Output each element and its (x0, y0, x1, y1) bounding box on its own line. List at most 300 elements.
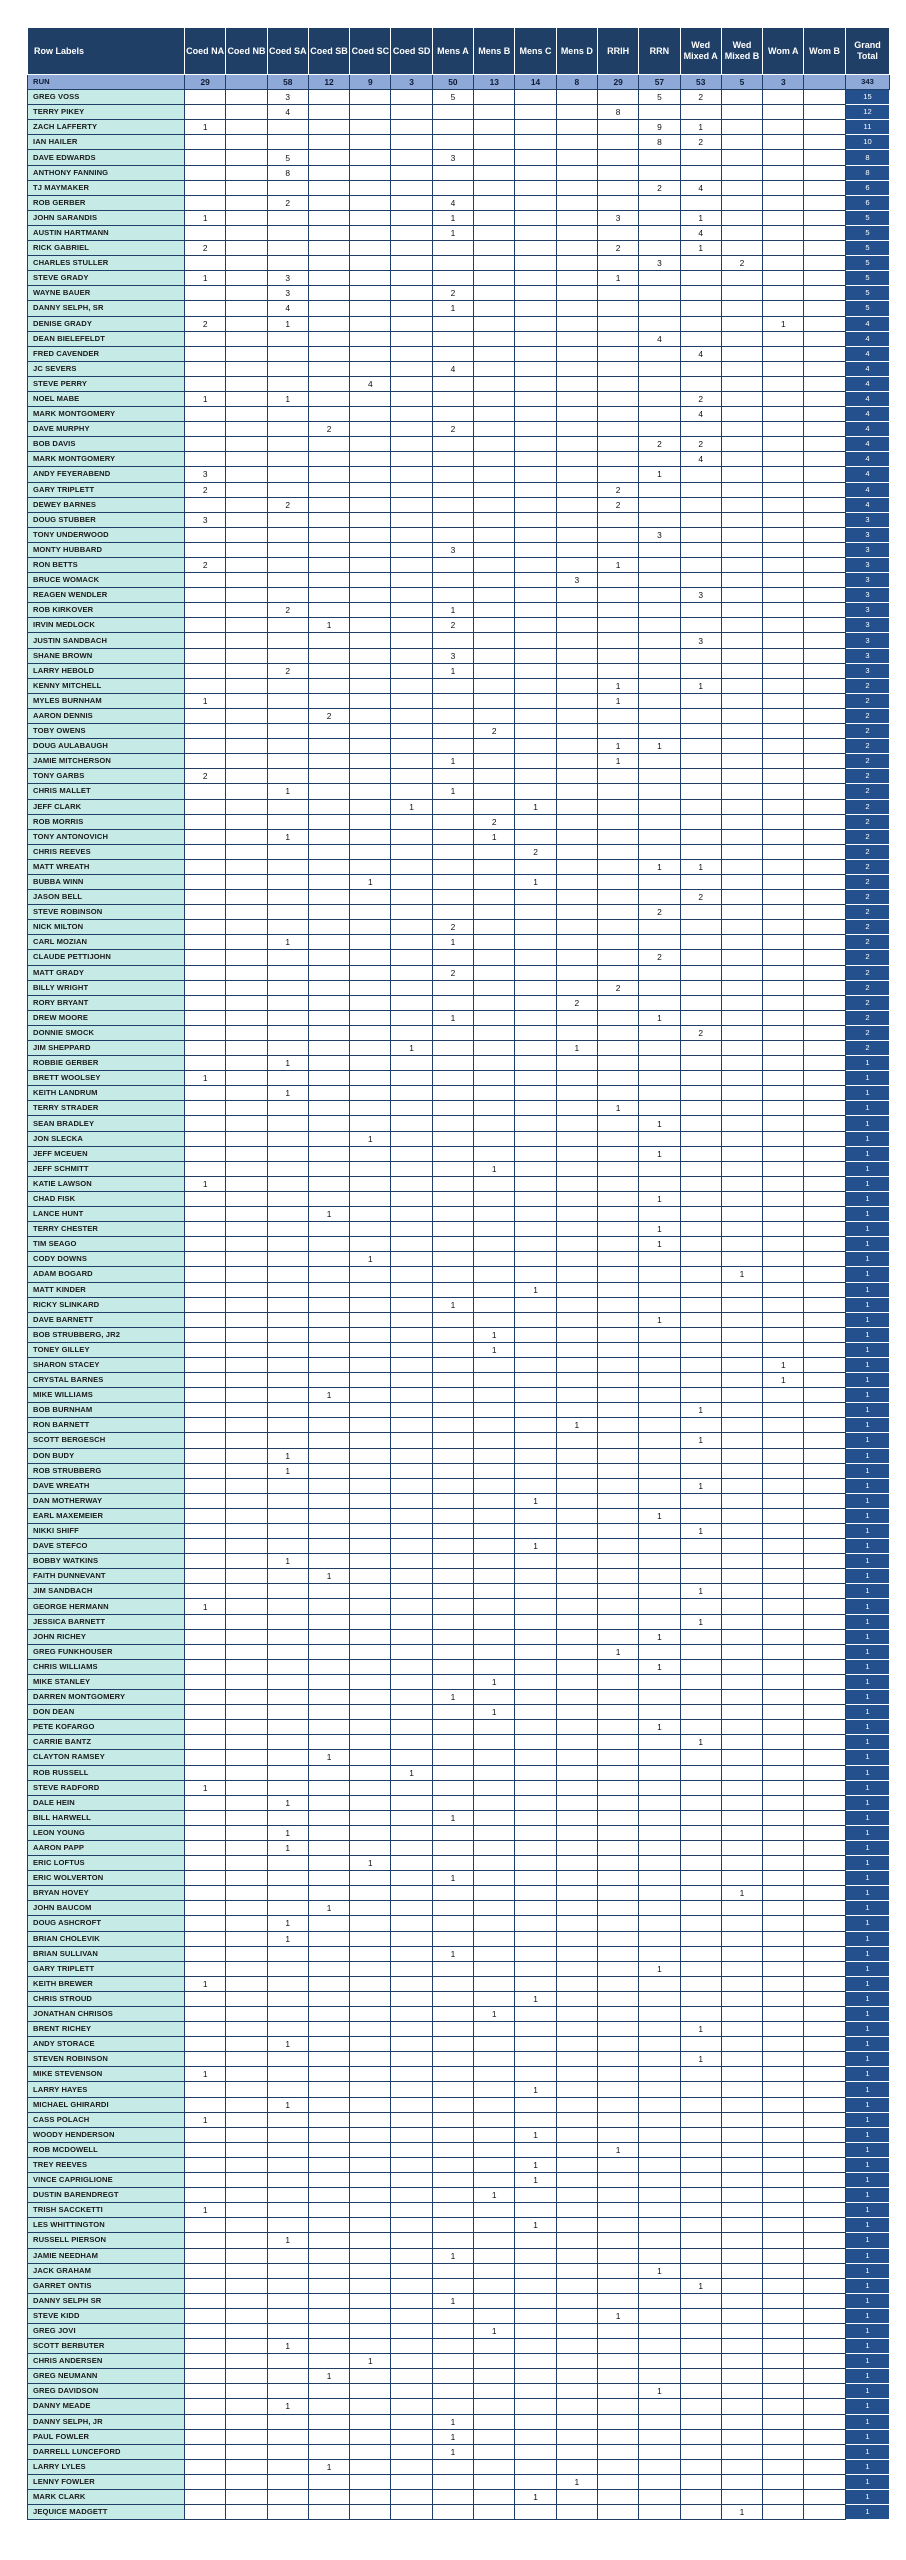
value-cell[interactable] (680, 1463, 721, 1478)
value-cell[interactable] (391, 1705, 432, 1720)
value-cell[interactable] (804, 558, 845, 573)
value-cell[interactable] (432, 1569, 473, 1584)
value-cell[interactable] (804, 2354, 845, 2369)
grand-total-cell[interactable]: 2 (845, 1025, 890, 1040)
value-cell[interactable] (474, 980, 515, 995)
value-cell[interactable] (680, 1041, 721, 1056)
value-cell[interactable] (680, 558, 721, 573)
value-cell[interactable] (432, 1750, 473, 1765)
value-cell[interactable] (350, 739, 391, 754)
value-cell[interactable] (639, 1871, 680, 1886)
value-cell[interactable]: 1 (639, 739, 680, 754)
row-label-cell[interactable]: BOB BURNHAM (28, 1403, 185, 1418)
value-cell[interactable] (804, 1856, 845, 1871)
value-cell[interactable] (721, 1614, 762, 1629)
value-cell[interactable]: 1 (432, 784, 473, 799)
row-label-cell[interactable]: CLAUDE PETTIJOHN (28, 950, 185, 965)
value-cell[interactable] (350, 1282, 391, 1297)
value-cell[interactable] (185, 105, 226, 120)
value-cell[interactable]: 1 (597, 2308, 638, 2323)
value-cell[interactable] (308, 105, 349, 120)
value-cell[interactable] (639, 1674, 680, 1689)
row-label-cell[interactable]: RICKY SLINKARD (28, 1297, 185, 1312)
value-cell[interactable] (350, 2323, 391, 2338)
value-cell[interactable] (680, 1886, 721, 1901)
value-cell[interactable] (308, 2384, 349, 2399)
value-cell[interactable] (474, 1418, 515, 1433)
value-cell[interactable] (474, 1629, 515, 1644)
grand-total-cell[interactable]: 5 (845, 225, 890, 240)
value-cell[interactable] (804, 724, 845, 739)
value-cell[interactable] (763, 361, 804, 376)
value-cell[interactable] (391, 542, 432, 557)
value-cell[interactable] (185, 708, 226, 723)
value-cell[interactable] (474, 180, 515, 195)
value-cell[interactable] (515, 1946, 556, 1961)
value-cell[interactable] (556, 1750, 597, 1765)
value-cell[interactable] (267, 633, 308, 648)
value-cell[interactable] (804, 2414, 845, 2429)
value-cell[interactable] (474, 1931, 515, 1946)
value-cell[interactable] (308, 210, 349, 225)
grand-total-cell[interactable]: 2 (845, 844, 890, 859)
value-cell[interactable] (267, 1976, 308, 1991)
value-cell[interactable] (680, 2127, 721, 2142)
value-cell[interactable] (185, 150, 226, 165)
value-cell[interactable] (185, 376, 226, 391)
value-cell[interactable] (308, 467, 349, 482)
value-cell[interactable] (680, 2293, 721, 2308)
value-cell[interactable] (308, 965, 349, 980)
grand-total-cell[interactable]: 2 (845, 950, 890, 965)
value-cell[interactable] (804, 512, 845, 527)
value-cell[interactable] (267, 995, 308, 1010)
grand-total-cell[interactable]: 1 (845, 1901, 890, 1916)
value-cell[interactable] (597, 452, 638, 467)
value-cell[interactable] (639, 995, 680, 1010)
value-cell[interactable] (804, 1433, 845, 1448)
value-cell[interactable] (804, 678, 845, 693)
value-cell[interactable] (763, 2157, 804, 2172)
value-cell[interactable] (267, 874, 308, 889)
grand-total-cell[interactable]: 1 (845, 1524, 890, 1539)
value-cell[interactable] (721, 2369, 762, 2384)
value-cell[interactable] (763, 2399, 804, 2414)
value-cell[interactable] (597, 391, 638, 406)
value-cell[interactable] (556, 195, 597, 210)
value-cell[interactable] (391, 618, 432, 633)
value-cell[interactable] (763, 588, 804, 603)
value-cell[interactable] (556, 920, 597, 935)
value-cell[interactable] (350, 1584, 391, 1599)
value-cell[interactable] (350, 225, 391, 240)
value-cell[interactable] (226, 2278, 267, 2293)
value-cell[interactable] (515, 1886, 556, 1901)
value-cell[interactable] (226, 407, 267, 422)
value-cell[interactable] (680, 2474, 721, 2489)
row-label-cell[interactable]: SEAN BRADLEY (28, 1116, 185, 1131)
value-cell[interactable] (350, 1327, 391, 1342)
value-cell[interactable] (226, 1614, 267, 1629)
value-cell[interactable] (721, 995, 762, 1010)
value-cell[interactable]: 1 (597, 558, 638, 573)
value-cell[interactable] (391, 1735, 432, 1750)
value-cell[interactable] (639, 799, 680, 814)
value-cell[interactable] (350, 1493, 391, 1508)
value-cell[interactable] (680, 829, 721, 844)
value-cell[interactable] (308, 1886, 349, 1901)
value-cell[interactable] (804, 1101, 845, 1116)
value-cell[interactable] (763, 437, 804, 452)
value-cell[interactable] (556, 1116, 597, 1131)
value-cell[interactable] (185, 1856, 226, 1871)
value-cell[interactable] (639, 754, 680, 769)
value-cell[interactable] (391, 1493, 432, 1508)
value-cell[interactable] (804, 2173, 845, 2188)
grand-total-cell[interactable]: 4 (845, 452, 890, 467)
value-cell[interactable] (639, 1041, 680, 1056)
value-cell[interactable] (350, 1448, 391, 1463)
value-cell[interactable]: 1 (639, 1629, 680, 1644)
value-cell[interactable] (597, 316, 638, 331)
value-cell[interactable] (185, 1041, 226, 1056)
grand-total-cell[interactable]: 3 (845, 558, 890, 573)
value-cell[interactable]: 3 (185, 512, 226, 527)
value-cell[interactable] (597, 2263, 638, 2278)
value-cell[interactable] (474, 1780, 515, 1795)
value-cell[interactable] (763, 1327, 804, 1342)
value-cell[interactable] (350, 1659, 391, 1674)
grand-total-cell[interactable]: 1 (845, 2490, 890, 2505)
value-cell[interactable] (391, 271, 432, 286)
value-cell[interactable] (804, 1207, 845, 1222)
value-cell[interactable] (185, 1946, 226, 1961)
value-cell[interactable] (474, 1191, 515, 1206)
value-cell[interactable] (597, 1599, 638, 1614)
value-cell[interactable] (597, 2293, 638, 2308)
value-cell[interactable] (556, 1931, 597, 1946)
value-cell[interactable] (763, 1418, 804, 1433)
value-cell[interactable] (308, 271, 349, 286)
value-cell[interactable]: 1 (391, 1041, 432, 1056)
value-cell[interactable] (721, 391, 762, 406)
value-cell[interactable] (308, 844, 349, 859)
value-cell[interactable] (721, 180, 762, 195)
value-cell[interactable] (680, 1780, 721, 1795)
value-cell[interactable] (639, 1856, 680, 1871)
value-cell[interactable] (226, 2293, 267, 2308)
row-label-cell[interactable]: MATT WREATH (28, 859, 185, 874)
value-cell[interactable] (308, 346, 349, 361)
value-cell[interactable] (763, 165, 804, 180)
value-cell[interactable] (308, 2490, 349, 2505)
value-cell[interactable] (597, 1025, 638, 1040)
value-cell[interactable] (639, 2037, 680, 2052)
value-cell[interactable] (391, 2414, 432, 2429)
value-cell[interactable]: 2 (639, 905, 680, 920)
value-cell[interactable] (804, 2157, 845, 2172)
row-label-cell[interactable]: KEITH LANDRUM (28, 1086, 185, 1101)
value-cell[interactable] (308, 2067, 349, 2082)
value-cell[interactable] (763, 1825, 804, 1840)
value-cell[interactable] (639, 693, 680, 708)
value-cell[interactable] (391, 2323, 432, 2338)
value-cell[interactable] (226, 241, 267, 256)
value-cell[interactable] (350, 2173, 391, 2188)
row-label-cell[interactable]: JAMIE NEEDHAM (28, 2248, 185, 2263)
value-cell[interactable] (226, 391, 267, 406)
value-cell[interactable] (474, 693, 515, 708)
value-cell[interactable] (515, 2444, 556, 2459)
value-cell[interactable] (308, 678, 349, 693)
grand-total-cell[interactable]: 1 (845, 1886, 890, 1901)
value-cell[interactable] (185, 1161, 226, 1176)
value-cell[interactable] (350, 120, 391, 135)
value-cell[interactable] (350, 391, 391, 406)
value-cell[interactable] (721, 2248, 762, 2263)
value-cell[interactable] (680, 1161, 721, 1176)
value-cell[interactable] (639, 2278, 680, 2293)
value-cell[interactable] (432, 407, 473, 422)
value-cell[interactable] (474, 1041, 515, 1056)
value-cell[interactable] (721, 1010, 762, 1025)
value-cell[interactable] (721, 2414, 762, 2429)
value-cell[interactable] (597, 407, 638, 422)
value-cell[interactable] (185, 920, 226, 935)
value-cell[interactable] (804, 2233, 845, 2248)
value-cell[interactable] (639, 1614, 680, 1629)
value-cell[interactable] (804, 1720, 845, 1735)
value-cell[interactable] (639, 2429, 680, 2444)
value-cell[interactable] (556, 2505, 597, 2520)
value-cell[interactable] (350, 1810, 391, 1825)
value-cell[interactable] (350, 2444, 391, 2459)
value-cell[interactable] (763, 1554, 804, 1569)
value-cell[interactable] (432, 1327, 473, 1342)
row-label-cell[interactable]: DENISE GRADY (28, 316, 185, 331)
value-cell[interactable] (763, 452, 804, 467)
value-cell[interactable] (639, 376, 680, 391)
value-cell[interactable] (267, 331, 308, 346)
value-cell[interactable] (763, 2263, 804, 2278)
value-cell[interactable] (432, 905, 473, 920)
grand-total-cell[interactable]: 2 (845, 1041, 890, 1056)
value-cell[interactable] (556, 1539, 597, 1554)
grand-total-cell[interactable]: 4 (845, 497, 890, 512)
value-cell[interactable] (639, 890, 680, 905)
grand-total-cell[interactable]: 2 (845, 935, 890, 950)
value-cell[interactable] (763, 1674, 804, 1689)
value-cell[interactable]: 14 (515, 75, 556, 90)
grand-total-cell[interactable]: 2 (845, 829, 890, 844)
value-cell[interactable] (556, 693, 597, 708)
value-cell[interactable] (226, 1297, 267, 1312)
value-cell[interactable] (267, 1901, 308, 1916)
value-cell[interactable] (515, 437, 556, 452)
value-cell[interactable] (474, 1373, 515, 1388)
value-cell[interactable] (515, 1478, 556, 1493)
value-cell[interactable] (597, 346, 638, 361)
value-cell[interactable] (804, 467, 845, 482)
value-cell[interactable] (350, 784, 391, 799)
value-cell[interactable] (597, 1810, 638, 1825)
value-cell[interactable] (721, 135, 762, 150)
value-cell[interactable] (391, 1825, 432, 1840)
value-cell[interactable] (804, 693, 845, 708)
value-cell[interactable] (804, 648, 845, 663)
value-cell[interactable] (597, 195, 638, 210)
value-cell[interactable] (432, 1644, 473, 1659)
value-cell[interactable] (763, 2218, 804, 2233)
value-cell[interactable] (267, 2414, 308, 2429)
value-cell[interactable] (308, 527, 349, 542)
value-cell[interactable] (391, 558, 432, 573)
grand-total-cell[interactable]: 2 (845, 724, 890, 739)
value-cell[interactable] (721, 829, 762, 844)
value-cell[interactable] (680, 376, 721, 391)
value-cell[interactable] (515, 542, 556, 557)
value-cell[interactable] (391, 2369, 432, 2384)
value-cell[interactable] (308, 437, 349, 452)
value-cell[interactable]: 1 (639, 1312, 680, 1327)
value-cell[interactable] (267, 1569, 308, 1584)
value-cell[interactable] (515, 1554, 556, 1569)
value-cell[interactable] (639, 1946, 680, 1961)
value-cell[interactable] (597, 301, 638, 316)
value-cell[interactable] (763, 1659, 804, 1674)
value-cell[interactable] (226, 1433, 267, 1448)
grand-total-cell[interactable]: 1 (845, 1795, 890, 1810)
value-cell[interactable] (721, 2127, 762, 2142)
value-cell[interactable] (226, 558, 267, 573)
grand-total-cell[interactable]: 6 (845, 195, 890, 210)
value-cell[interactable] (350, 1991, 391, 2006)
value-cell[interactable] (680, 1750, 721, 1765)
value-cell[interactable] (391, 1629, 432, 1644)
value-cell[interactable] (680, 1237, 721, 1252)
value-cell[interactable] (308, 2399, 349, 2414)
value-cell[interactable] (226, 1131, 267, 1146)
grand-total-cell[interactable]: 1 (845, 1282, 890, 1297)
value-cell[interactable] (804, 1463, 845, 1478)
value-cell[interactable] (515, 1131, 556, 1146)
value-cell[interactable] (308, 2293, 349, 2308)
value-cell[interactable] (515, 1373, 556, 1388)
value-cell[interactable] (763, 965, 804, 980)
value-cell[interactable] (432, 2022, 473, 2037)
value-cell[interactable] (639, 920, 680, 935)
value-cell[interactable] (515, 1840, 556, 1855)
value-cell[interactable] (556, 2067, 597, 2082)
value-cell[interactable] (804, 2444, 845, 2459)
grand-total-cell[interactable]: 1 (845, 1735, 890, 1750)
value-cell[interactable] (721, 241, 762, 256)
value-cell[interactable] (515, 754, 556, 769)
value-cell[interactable] (721, 874, 762, 889)
value-cell[interactable] (804, 2323, 845, 2338)
value-cell[interactable] (267, 739, 308, 754)
value-cell[interactable]: 1 (432, 2429, 473, 2444)
row-label-cell[interactable]: DEAN BIELEFELDT (28, 331, 185, 346)
value-cell[interactable] (185, 1901, 226, 1916)
value-cell[interactable] (721, 301, 762, 316)
grand-total-cell[interactable]: 1 (845, 1403, 890, 1418)
row-label-cell[interactable]: MONTY HUBBARD (28, 542, 185, 557)
value-cell[interactable] (597, 1825, 638, 1840)
value-cell[interactable] (474, 2248, 515, 2263)
value-cell[interactable] (639, 1705, 680, 1720)
value-cell[interactable] (226, 180, 267, 195)
value-cell[interactable] (226, 1041, 267, 1056)
value-cell[interactable] (308, 1780, 349, 1795)
value-cell[interactable] (474, 1810, 515, 1825)
value-cell[interactable] (597, 2323, 638, 2338)
value-cell[interactable] (432, 693, 473, 708)
value-cell[interactable] (721, 678, 762, 693)
grand-total-cell[interactable]: 2 (845, 739, 890, 754)
value-cell[interactable] (226, 2384, 267, 2399)
value-cell[interactable] (804, 2022, 845, 2037)
value-cell[interactable] (185, 2263, 226, 2278)
value-cell[interactable] (680, 573, 721, 588)
value-cell[interactable] (556, 1961, 597, 1976)
row-label-cell[interactable]: RUN (28, 75, 185, 90)
value-cell[interactable] (680, 271, 721, 286)
value-cell[interactable] (556, 1086, 597, 1101)
value-cell[interactable] (308, 2308, 349, 2323)
value-cell[interactable] (597, 1991, 638, 2006)
value-cell[interactable] (597, 1403, 638, 1418)
value-cell[interactable] (556, 1991, 597, 2006)
value-cell[interactable] (267, 1690, 308, 1705)
value-cell[interactable] (721, 1025, 762, 1040)
value-cell[interactable] (432, 1282, 473, 1297)
grand-total-cell[interactable]: 1 (845, 2323, 890, 2338)
value-cell[interactable] (185, 135, 226, 150)
row-label-cell[interactable]: RON BARNETT (28, 1418, 185, 1433)
value-cell[interactable] (680, 814, 721, 829)
value-cell[interactable] (804, 1010, 845, 1025)
value-cell[interactable] (350, 2112, 391, 2127)
value-cell[interactable] (474, 1961, 515, 1976)
value-cell[interactable] (556, 1071, 597, 1086)
value-cell[interactable]: 2 (432, 286, 473, 301)
value-cell[interactable] (515, 814, 556, 829)
value-cell[interactable] (474, 1856, 515, 1871)
value-cell[interactable] (267, 2354, 308, 2369)
value-cell[interactable] (226, 1569, 267, 1584)
value-cell[interactable] (721, 1856, 762, 1871)
value-cell[interactable]: 1 (185, 2203, 226, 2218)
value-cell[interactable] (556, 1207, 597, 1222)
value-cell[interactable] (391, 316, 432, 331)
value-cell[interactable] (432, 1207, 473, 1222)
value-cell[interactable] (639, 2067, 680, 2082)
value-cell[interactable] (639, 346, 680, 361)
column-header[interactable]: Coed NA (185, 28, 226, 75)
grand-total-cell[interactable]: 1 (845, 2474, 890, 2489)
value-cell[interactable] (639, 391, 680, 406)
value-cell[interactable] (721, 1282, 762, 1297)
value-cell[interactable] (639, 1297, 680, 1312)
value-cell[interactable] (267, 2263, 308, 2278)
value-cell[interactable] (267, 1644, 308, 1659)
value-cell[interactable] (515, 286, 556, 301)
value-cell[interactable] (597, 1554, 638, 1569)
value-cell[interactable] (391, 1388, 432, 1403)
value-cell[interactable] (680, 2112, 721, 2127)
value-cell[interactable] (597, 1418, 638, 1433)
